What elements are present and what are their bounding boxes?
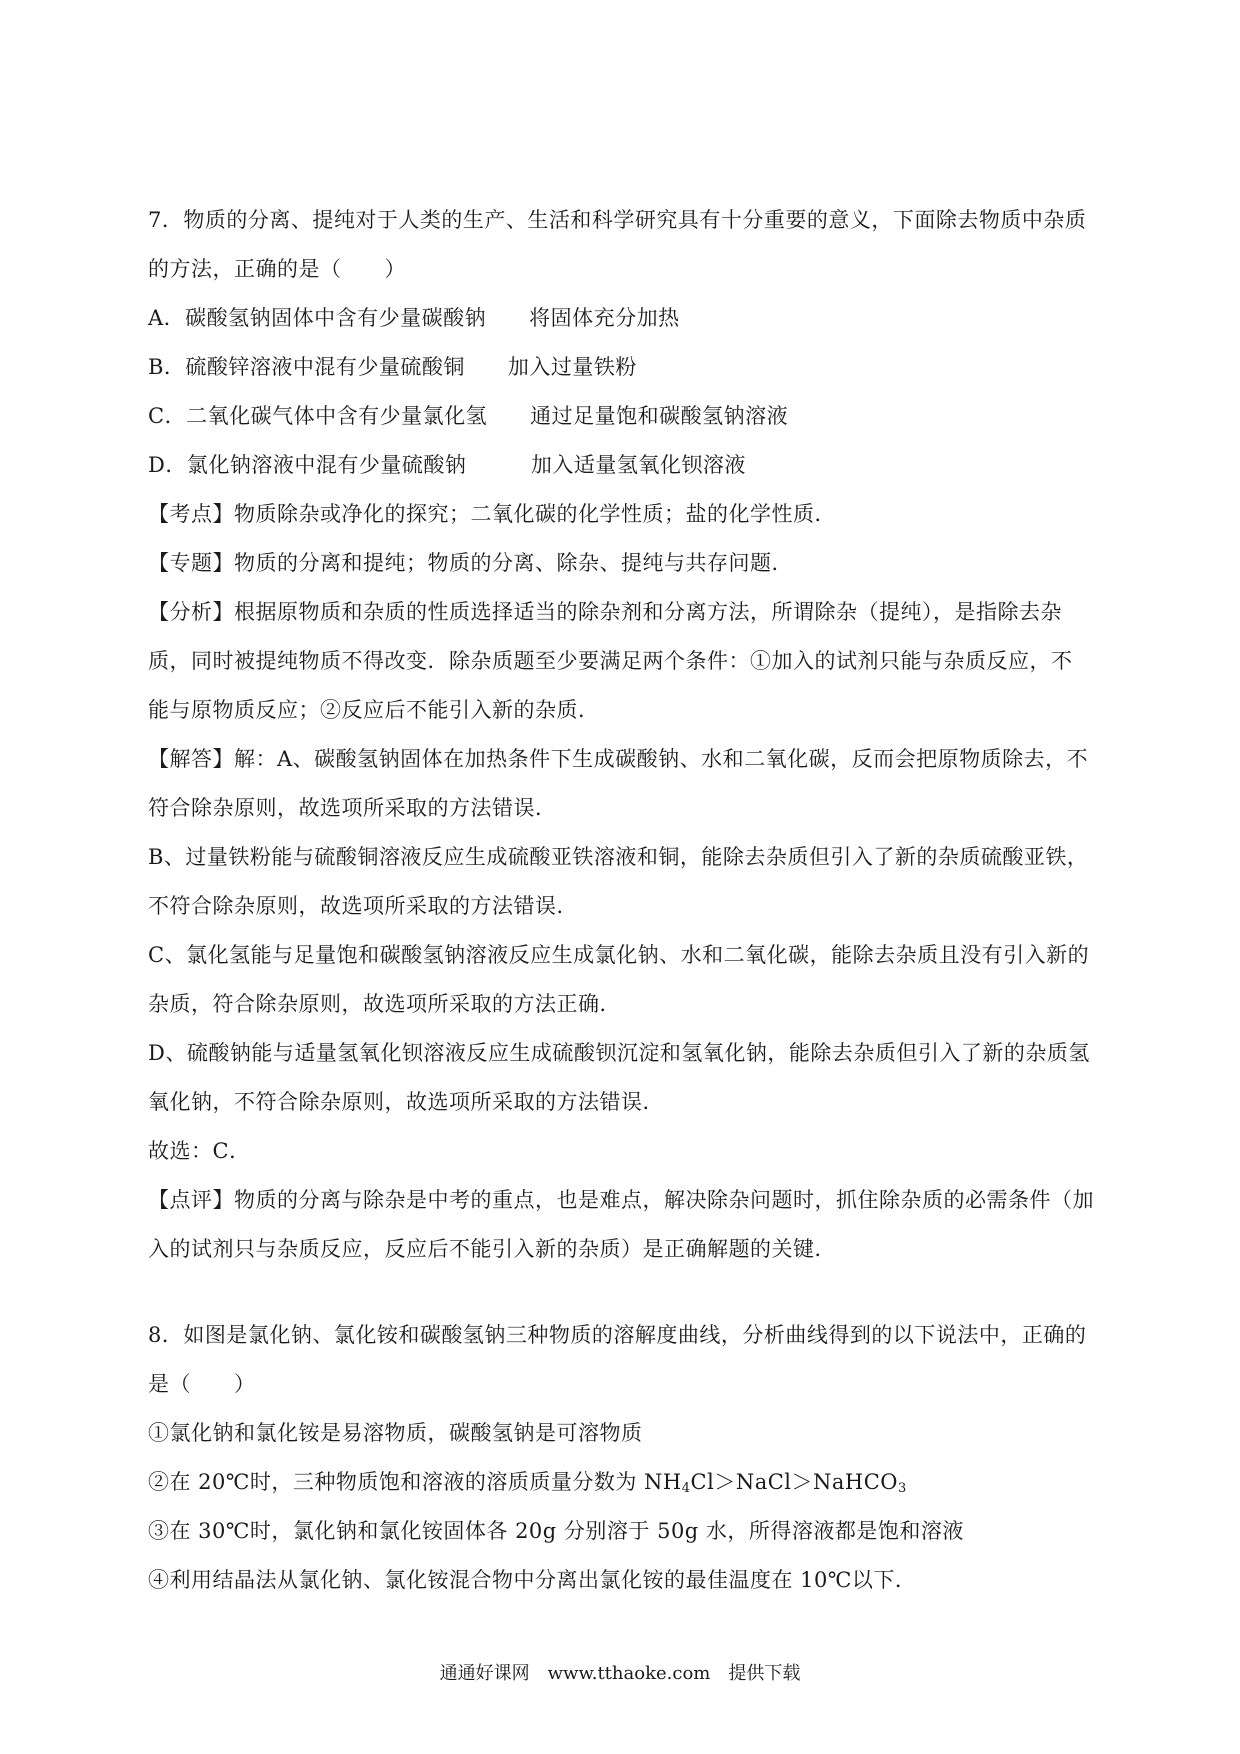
q8-statement-1: ①氯化钠和氯化铵是易溶物质，碳酸氢钠是可溶物质 xyxy=(148,1421,643,1445)
q7-explain-b-line-1: B、过量铁粉能与硫酸铜溶液反应生成硫酸亚铁溶液和铜，能除去杂质但引入了新的杂质硫酸亚铁， xyxy=(148,845,1089,869)
q7-kaodian: 【考点】物质除杂或净化的探究；二氧化碳的化学性质；盐的化学性质． xyxy=(148,502,836,526)
q7-fenxi-line-1: 【分析】根据原物质和杂质的性质选择适当的除杂剂和分离方法，所谓除杂（提纯），是指除去杂 xyxy=(148,600,1062,624)
page-content xyxy=(148,196,1103,1605)
q8-statement-2-subscript-3: 3 xyxy=(898,1481,907,1496)
q7-explain-b-line-2: 不符合除杂原则，故选项所采取的方法错误． xyxy=(148,894,578,918)
q7-option-d: D．氯化钠溶液中混有少量硫酸钠 加入适量氢氧化钡溶液 xyxy=(148,453,746,477)
q7-jieda-line-2: 符合除杂原则，故选项所采取的方法错误． xyxy=(148,796,557,820)
q7-answer: 故选：C． xyxy=(148,1139,251,1163)
q8-statement-2-formula: Cl＞NaCl＞NaHCO xyxy=(690,1470,899,1494)
q7-option-c: C．二氧化碳气体中含有少量氯化氢 通过足量饱和碳酸氢钠溶液 xyxy=(148,404,789,428)
q7-option-b: B．硫酸锌溶液中混有少量硫酸铜 加入过量铁粉 xyxy=(148,355,637,379)
q8-stem-line-2: 是（ ） xyxy=(148,1372,256,1396)
question-7 xyxy=(148,196,1103,1274)
q7-stem-line-1: 7．物质的分离、提纯对于人类的生产、生活和科学研究具有十分重要的意义，下面除去物质中杂质 xyxy=(148,208,1087,232)
q7-explain-d-line-1: D、硫酸钠能与适量氢氧化钡溶液反应生成硫酸钡沉淀和氢氧化钠，能除去杂质但引入了新的杂质氢 xyxy=(148,1041,1090,1065)
q7-fenxi-line-2: 质，同时被提纯物质不得改变．除杂质题至少要满足两个条件：①加入的试剂只能与杂质反应，不 xyxy=(148,649,1073,673)
q8-statement-3: ③在 30℃时，氯化钠和氯化铵固体各 20g 分别溶于 50g 水，所得溶液都是饱和溶液 xyxy=(148,1519,964,1543)
question-8 xyxy=(148,1311,1103,1605)
q8-statement-2-text: ②在 20℃时，三种物质饱和溶液的溶质质量分数为 NH xyxy=(148,1470,682,1494)
q7-fenxi-line-3: 能与原物质反应；②反应后不能引入新的杂质． xyxy=(148,698,600,722)
q8-statement-2 xyxy=(148,1458,1103,1507)
q7-stem-line-2: 的方法，正确的是（ ） xyxy=(148,257,406,281)
q8-statement-4: ④利用结晶法从氯化钠、氯化铵混合物中分离出氯化铵的最佳温度在 10℃以下． xyxy=(148,1568,917,1592)
q8-statement-2-subscript-4: 4 xyxy=(681,1481,691,1496)
q7-explain-d-line-2: 氧化钠，不符合除杂原则，故选项所采取的方法错误． xyxy=(148,1090,664,1114)
q8-stem-line-1: 8．如图是氯化钠、氯化铵和碳酸氢钠三种物质的溶解度曲线，分析曲线得到的以下说法中，正确的 xyxy=(148,1323,1087,1347)
q7-jieda-line-1: 【解答】解：A、碳酸氢钠固体在加热条件下生成碳酸钠、水和二氧化碳，反而会把原物质除去，不 xyxy=(148,747,1089,771)
q7-explain-c-line-1: C、氯化氢能与足量饱和碳酸氢钠溶液反应生成氯化钠、水和二氧化碳，能除去杂质且没有引入新的 xyxy=(148,943,1090,967)
q7-zhuanti: 【专题】物质的分离和提纯；物质的分离、除杂、提纯与共存问题． xyxy=(148,551,793,575)
page-footer: 通通好课网 www.tthaoke.com 提供下载 xyxy=(439,1663,801,1684)
q7-explain-c-line-2: 杂质，符合除杂原则，故选项所采取的方法正确． xyxy=(148,992,621,1016)
q7-dianping-line-2: 入的试剂只与杂质反应，反应后不能引入新的杂质）是正确解题的关键． xyxy=(148,1237,836,1261)
q7-option-a: A．碳酸氢钠固体中含有少量碳酸钠 将固体充分加热 xyxy=(148,306,680,330)
q7-dianping-line-1: 【点评】物质的分离与除杂是中考的重点，也是难点，解决除杂问题时，抓住除杂质的必需条件（加 xyxy=(148,1188,1094,1212)
